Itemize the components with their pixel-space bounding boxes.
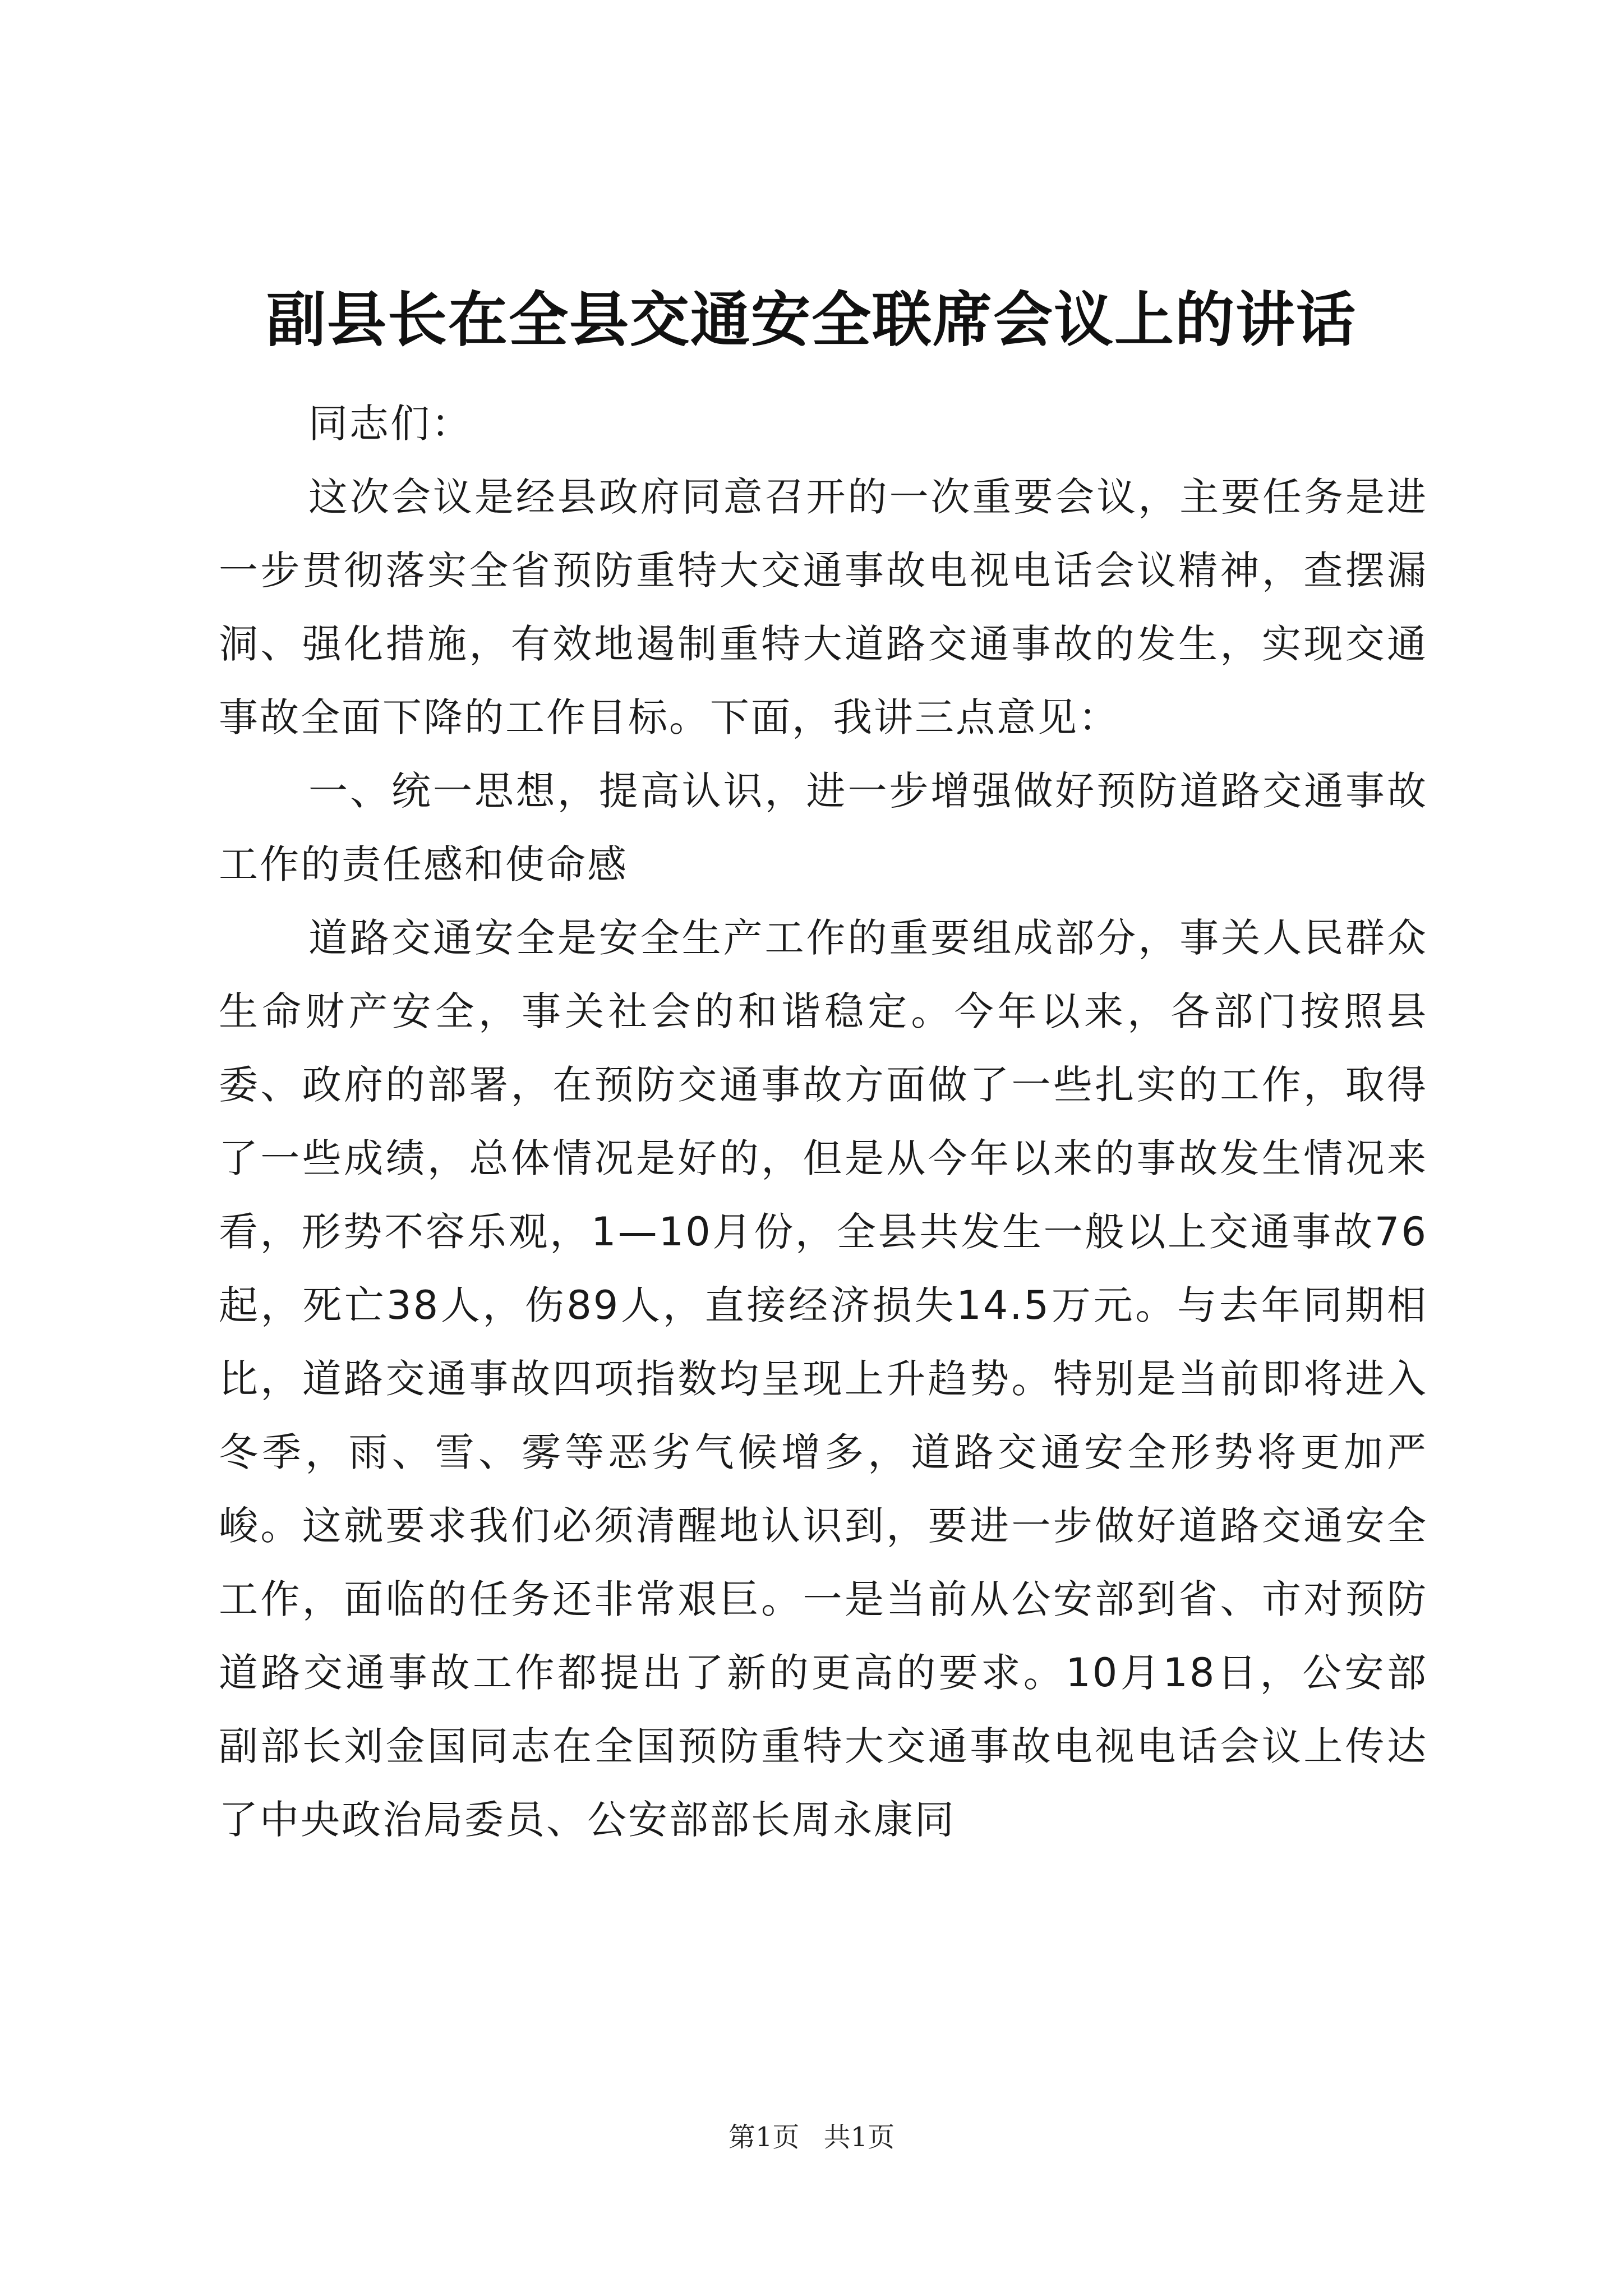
document-body [219, 387, 1428, 1857]
section-heading-paragraph: 一、统一思想，提高认识，进一步增强做好预防道路交通事故工作的责任感和使命感 [219, 768, 1428, 887]
body-paragraph: 道路交通安全是安全生产工作的重要组成部分，事关人民群众生命财产安全，事关社会的和谐稳定。今年以来，各部门按照县委、政府的部署，在预防交通事故方面做了一些扎实的工作，取得了一些成绩，总体情况是好的，但是从今年以来的事故发生情况来看，形势不容乐观，1—10月份，全县共发生一般以上交通事故76起，死亡38人，伤89人，直接经济损失14.5万元。与去年同期相比，道路交通事故四项指数均呈现上升趋势。特别是当前即将进入冬季，雨、雪、雾等恶劣气候增多，道路交通安全形势将更加严峻。这就要求我们必须清醒地认识到，要进一步做好道路交通安全工作，面临的任务还非常艰巨。一是当前从公安部到省、市对预防道路交通事故工作都提出了新的更高的要求。10月18日，公安部副部长刘金国同志在全国预防重特大交通事故电视电话会议上传达了中央政治局委员、公安部部长周永康同 [219, 915, 1428, 1843]
page-number: 第1页 [728, 2122, 800, 2153]
document-title: 副县长在全县交通安全联席会议上的讲话 [266, 284, 1357, 355]
page-total: 共1页 [823, 2122, 895, 2153]
page-footer [0, 2120, 1623, 2154]
intro-paragraph: 这次会议是经县政府同意召开的一次重要会议，主要任务是进一步贯彻落实全省预防重特大交通事故电视电话会议精神，查摆漏洞、强化措施，有效地遏制重特大道路交通事故的发生，实现交通事故全面下降的工作目标。下面，我讲三点意见： [219, 474, 1428, 740]
salutation-paragraph: 同志们： [308, 401, 472, 447]
